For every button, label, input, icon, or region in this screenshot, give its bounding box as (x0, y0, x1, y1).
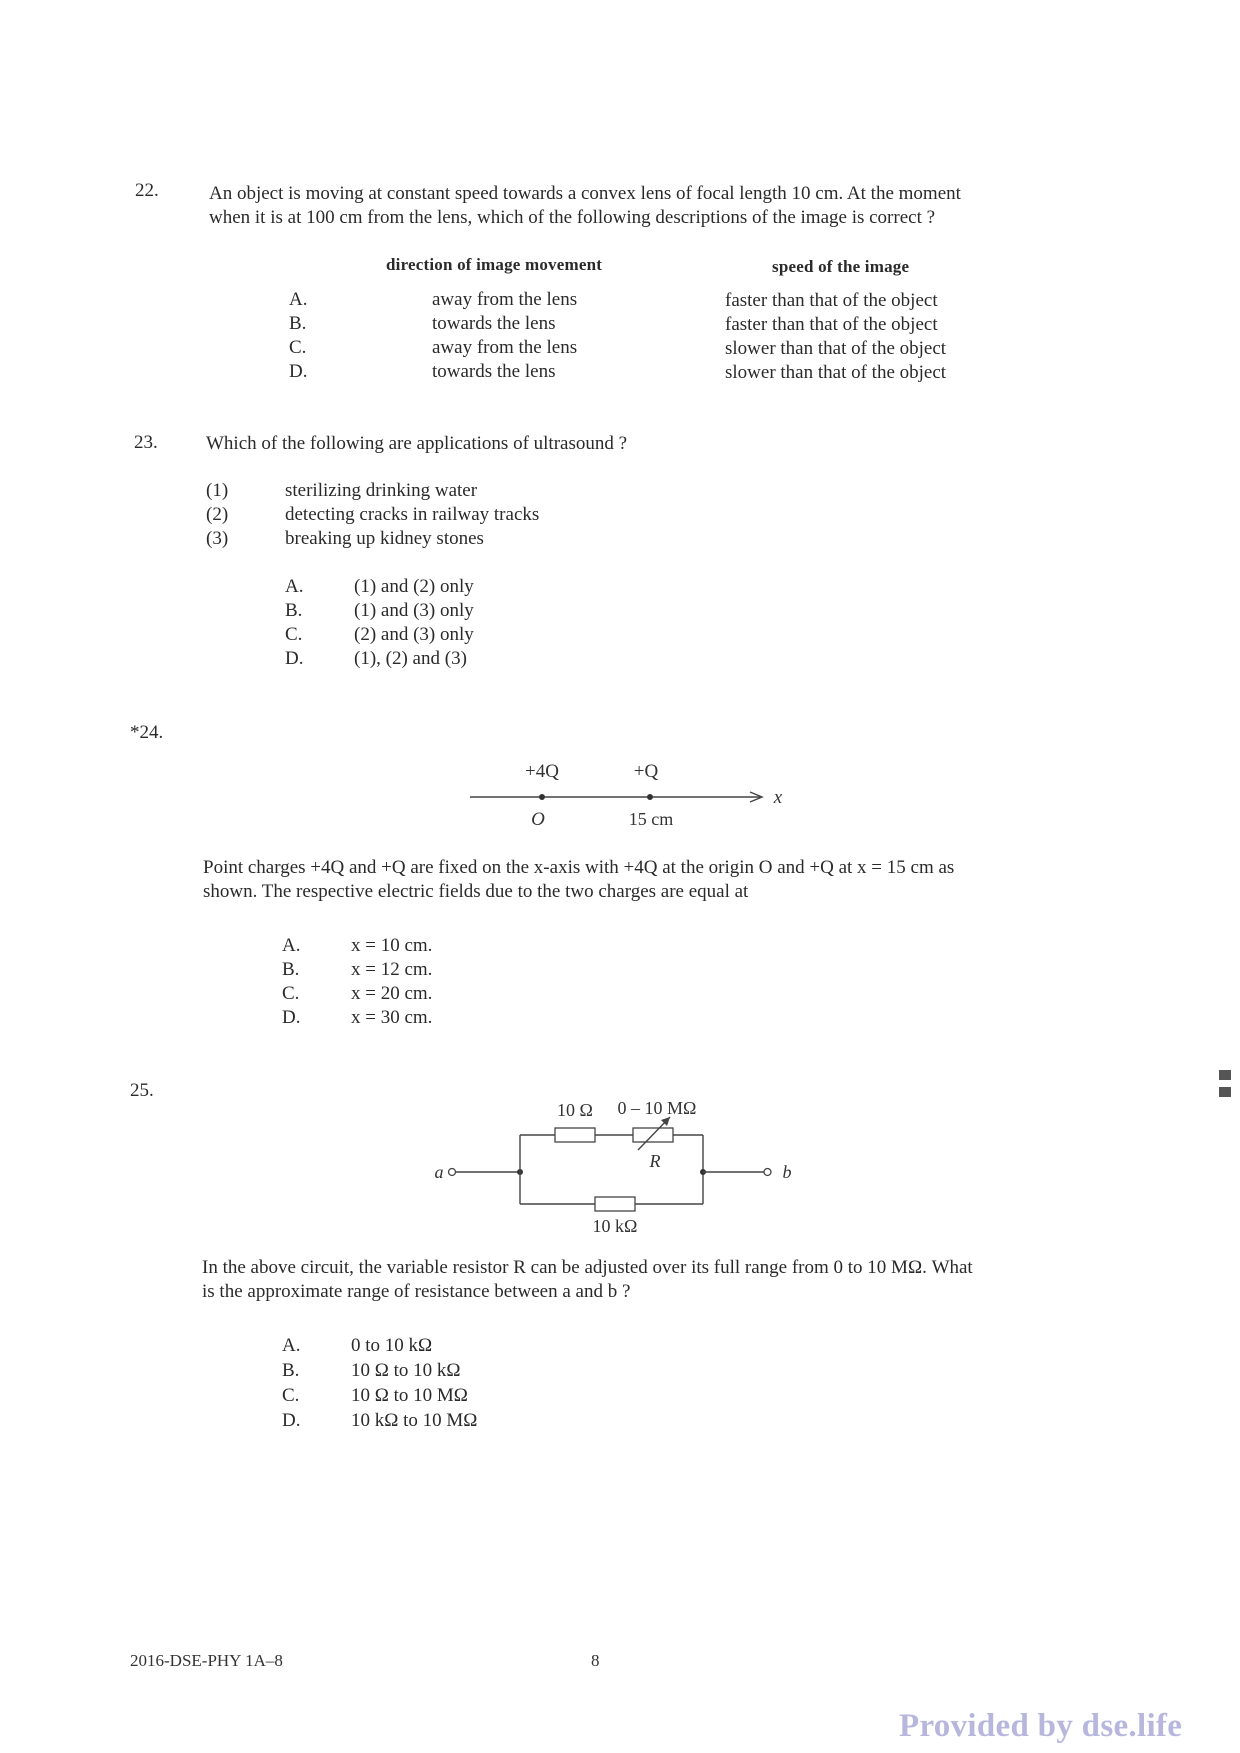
q22-option-a-speed: faster than that of the object (725, 290, 938, 311)
q23-option-d-letter: D. (285, 648, 304, 669)
q22-option-b-direction: towards the lens (432, 313, 556, 334)
q25-circuit-diagram (430, 1090, 800, 1250)
q24-charge1-label: +4Q (525, 761, 559, 782)
q25-option-a-letter: A. (282, 1335, 301, 1356)
q25-option-c-text: 10 Ω to 10 MΩ (351, 1385, 468, 1406)
registration-mark-bottom (1219, 1087, 1231, 1097)
q22-col1-header: direction of image movement (386, 255, 603, 274)
watermark: Provided by dse.life (899, 1708, 1183, 1744)
q24-charge2-dot (647, 794, 653, 800)
q25-terminal-b-label: b (782, 1162, 792, 1182)
q25-stem-line2: is the approximate range of resistance between a and b ? (202, 1281, 631, 1302)
q25-rvar-label: 0 – 10 MΩ (617, 1098, 697, 1118)
q25-option-b-letter: B. (282, 1360, 300, 1381)
q22-option-a-direction: away from the lens (432, 289, 578, 310)
q23-number: 23. (134, 432, 158, 453)
q25-terminal-b-dot (764, 1169, 771, 1176)
q22-option-c-speed: slower than that of the object (725, 338, 947, 359)
q22-option-d-letter: D. (289, 361, 308, 382)
q23-option-a-text: (1) and (2) only (354, 576, 474, 597)
q25-option-c-letter: C. (282, 1385, 300, 1406)
q24-charge-diagram (460, 755, 810, 835)
q25-r2-label: 10 kΩ (592, 1216, 638, 1236)
q23-option-a-letter: A. (285, 576, 304, 597)
q22-stem-line1: An object is moving at constant speed towards a convex lens of focal length 10 cm. At the moment (209, 183, 961, 204)
q22-col2-header: speed of the image (772, 257, 910, 276)
q25-terminal-a-label: a (434, 1162, 444, 1182)
q22-option-a-letter: A. (289, 289, 308, 310)
q23-option-c-letter: C. (285, 624, 303, 645)
registration-mark-top (1219, 1070, 1231, 1080)
q24-option-d-letter: D. (282, 1007, 301, 1028)
q24-option-b-text: x = 12 cm. (351, 959, 433, 980)
q22-option-d-speed: slower than that of the object (725, 362, 947, 383)
q25-option-d-text: 10 kΩ to 10 MΩ (351, 1410, 478, 1431)
q25-terminal-a-dot (449, 1169, 456, 1176)
q24-stem-line2: shown. The respective electric fields due to the two charges are equal at (203, 881, 749, 902)
q25-stem-line1: In the above circuit, the variable resistor R can be adjusted over its full range from 0 to 10 MΩ. What (202, 1257, 973, 1278)
q23-statement-1-num: (1) (206, 480, 229, 501)
q22-stem-line2: when it is at 100 cm from the lens, which of the following descriptions of the image is correct ? (209, 207, 936, 228)
q23-option-c-text: (2) and (3) only (354, 624, 474, 645)
q24-charge1-dot (539, 794, 545, 800)
q23-statement-3-num: (3) (206, 528, 229, 549)
q22-number: 22. (135, 180, 159, 201)
q24-option-d-text: x = 30 cm. (351, 1007, 433, 1028)
q25-option-a-text: 0 to 10 kΩ (351, 1335, 433, 1356)
q22-option-b-letter: B. (289, 313, 307, 334)
q25-r-label: R (649, 1151, 661, 1171)
q24-option-c-text: x = 20 cm. (351, 983, 433, 1004)
q23-option-b-letter: B. (285, 600, 303, 621)
q23-statement-3-text: breaking up kidney stones (285, 528, 484, 549)
footer-paper-code: 2016-DSE-PHY 1A–8 (130, 1651, 283, 1670)
q25-option-d-letter: D. (282, 1410, 301, 1431)
q22-option-d-direction: towards the lens (432, 361, 556, 382)
q25-option-b-text: 10 Ω to 10 kΩ (351, 1360, 461, 1381)
q25-number: 25. (130, 1080, 154, 1101)
footer-page-number: 8 (591, 1651, 600, 1670)
q23-option-d-text: (1), (2) and (3) (354, 648, 467, 669)
q24-stem-line1: Point charges +4Q and +Q are fixed on the x-axis with +4Q at the origin O and +Q at x = 15 cm as (203, 857, 955, 878)
q24-number: *24. (130, 722, 164, 743)
q24-origin-label: O (531, 809, 545, 830)
q23-statement-2-text: detecting cracks in railway tracks (285, 504, 540, 525)
q22-option-c-direction: away from the lens (432, 337, 578, 358)
q23-statement-1-text: sterilizing drinking water (285, 480, 478, 501)
q24-option-b-letter: B. (282, 959, 300, 980)
q24-x-label: x (773, 787, 783, 808)
q23-statement-2-num: (2) (206, 504, 229, 525)
q25-resistor-10kohm (595, 1197, 635, 1211)
q24-charge2-label: +Q (633, 761, 659, 782)
q25-resistor-10ohm (555, 1128, 595, 1142)
q22-option-c-letter: C. (289, 337, 307, 358)
q24-distance-label: 15 cm (628, 809, 674, 829)
q24-option-c-letter: C. (282, 983, 300, 1004)
q23-option-b-text: (1) and (3) only (354, 600, 474, 621)
q24-option-a-text: x = 10 cm. (351, 935, 433, 956)
q23-stem: Which of the following are applications of ultrasound ? (206, 433, 628, 454)
q25-r1-label: 10 Ω (557, 1100, 593, 1120)
q22-option-b-speed: faster than that of the object (725, 314, 938, 335)
q24-option-a-letter: A. (282, 935, 301, 956)
